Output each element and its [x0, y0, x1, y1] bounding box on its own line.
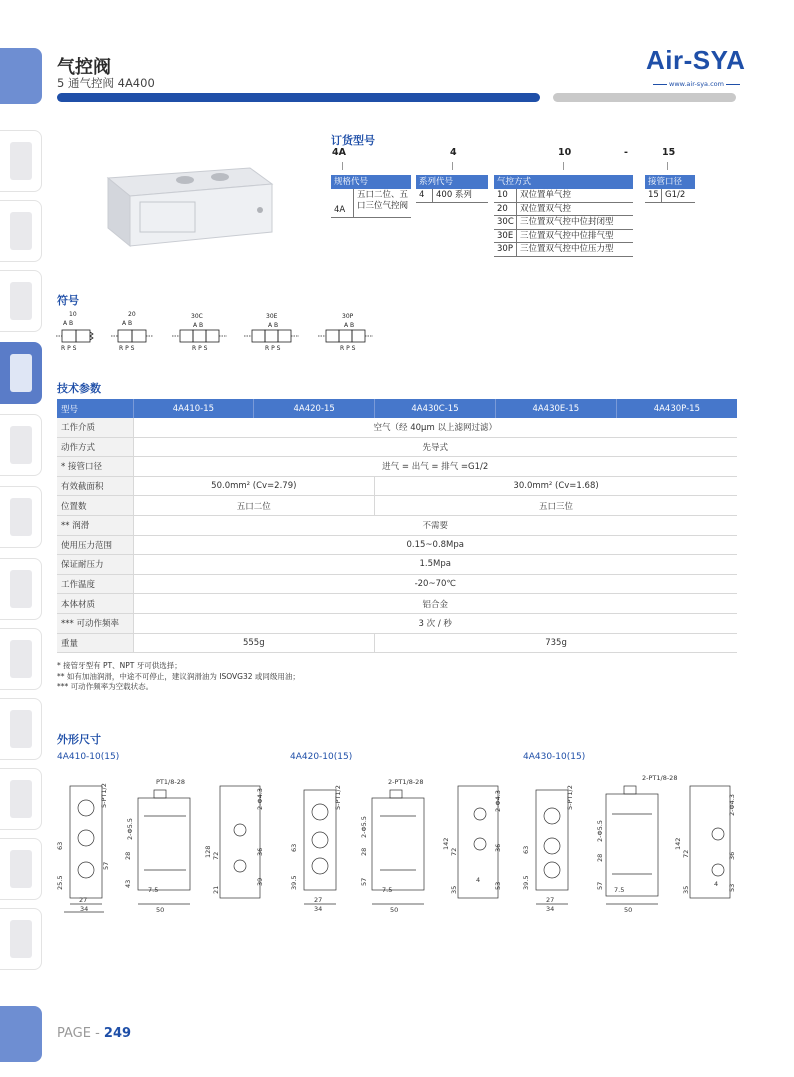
row-label: 工作介质 [57, 418, 133, 437]
symbol-label: 30E [266, 313, 278, 320]
dim-text: 53 [494, 881, 502, 890]
sidebar-tab-accessory[interactable] [0, 908, 42, 970]
dim-text: 34 [80, 905, 89, 913]
order-spec-box [331, 175, 411, 218]
order-code-spec: 4A [332, 147, 346, 158]
row-value: 1.5Mpa [133, 555, 737, 575]
spec-table [57, 399, 737, 653]
order-port-code: 15 [648, 190, 659, 200]
order-act-code: 30C [494, 215, 516, 229]
dim-text: 35 [450, 885, 458, 894]
dim-text: 2-Φ4.3 [728, 794, 736, 816]
dim-text: 5-PT1/2 [100, 783, 108, 808]
page-title: 气控阀 [57, 57, 111, 78]
row-value-left: 五口二位 [133, 496, 375, 516]
dim-text: 34 [314, 905, 323, 913]
order-port-box [645, 175, 695, 203]
order-port-desc: G1/2 [661, 189, 695, 202]
dim-text: 72 [682, 849, 690, 858]
row-value-left: 50.0mm² (Cv=2.79) [133, 476, 375, 496]
symbols-row [56, 309, 376, 355]
row-value-right: 30.0mm² (Cv=1.68) [375, 476, 737, 496]
accessory-thumb-icon [10, 920, 32, 958]
row-label: 动作方式 [57, 437, 133, 457]
spec-header: 4A430C-15 [375, 399, 496, 418]
elbow-thumb-icon [10, 780, 32, 818]
table-row [57, 633, 737, 653]
fitting-thumb-icon [10, 710, 32, 748]
dim-text: 2-Φ5.5 [126, 818, 134, 840]
symbol-label: 30C [191, 313, 203, 320]
dim-text: 36 [494, 843, 502, 852]
order-act-desc: 三位置双气控中位排气型 [516, 229, 633, 243]
dim-text: 142 [442, 837, 450, 850]
row-value: 不需要 [133, 515, 737, 535]
dim-text: 50 [390, 906, 399, 914]
spec-header: 4A410-15 [133, 399, 254, 418]
table-row [57, 457, 737, 477]
dim-text: 5-PT1/2 [334, 785, 342, 810]
table-row [57, 613, 737, 633]
sidebar-tab-fitting[interactable] [0, 698, 42, 760]
sidebar-tab-regulator[interactable] [0, 270, 42, 332]
row-label: 使用压力范围 [57, 535, 133, 555]
dim-text: 50 [624, 906, 633, 914]
table-row [57, 555, 737, 575]
dim-text: 5-PT1/2 [566, 785, 574, 810]
sidebar-bottom-accent [0, 1006, 42, 1062]
order-code-actuation: 10 [558, 147, 572, 158]
order-code-series: 4 [450, 147, 457, 158]
dim-text: 7.5 [382, 886, 393, 894]
dim-text: 2-Φ4.3 [494, 790, 502, 812]
row-label: 有效截面积 [57, 476, 133, 496]
row-label: 工作温度 [57, 574, 133, 594]
dim-text: 36 [728, 851, 736, 860]
dim-text: 27 [314, 896, 323, 904]
order-actuation-head: 气控方式 [494, 175, 633, 189]
dim-text: 2-Φ5.5 [596, 820, 604, 842]
sidebar-tab-cylinder[interactable] [0, 558, 42, 620]
dim-text: 142 [674, 837, 682, 850]
dim-text: 28 [360, 847, 368, 856]
air-valve-thumb-icon [10, 354, 32, 392]
symbol-port-bottom: R P S [119, 345, 135, 352]
order-tick [667, 162, 668, 170]
dim-text: 7.5 [614, 886, 625, 894]
dimension-drawings [50, 770, 750, 920]
symbol-port-bottom: R P S [61, 345, 77, 352]
symbol-label: 30P [342, 313, 354, 320]
dim-text: 57 [102, 861, 110, 870]
sidebar-tab-air-valve[interactable] [0, 342, 42, 404]
symbol-port-top: A B [268, 322, 279, 329]
symbol-label: 20 [128, 311, 136, 318]
dim-text: 2-PT1/8-28 [642, 774, 678, 782]
dim-text: 21 [212, 885, 220, 894]
table-row [57, 496, 737, 516]
symbol-port-top: A B [193, 322, 204, 329]
row-value-right: 735g [375, 633, 737, 653]
order-act-code: 30E [494, 229, 516, 243]
dim-text: 28 [124, 851, 132, 860]
row-label: * 接管口径 [57, 457, 133, 477]
brand-url[interactable]: www.air-sya.com [651, 80, 742, 88]
symbol-label: 10 [69, 311, 77, 318]
symbol-port-top: A B [63, 320, 74, 327]
dim-text: 25.5 [56, 875, 64, 890]
symbol-port-top: A B [344, 322, 355, 329]
dim-text: 63 [290, 843, 298, 852]
regulator-thumb-icon [10, 282, 32, 320]
row-label: 本体材质 [57, 594, 133, 614]
dim-text: 53 [728, 883, 736, 892]
spec-header-row [57, 399, 737, 418]
filter-thumb-icon [10, 142, 32, 180]
order-act-desc: 双位置双气控 [516, 202, 633, 216]
row-label: 位置数 [57, 496, 133, 516]
order-act-desc: 三位置双气控中位压力型 [516, 242, 633, 256]
order-tick [452, 162, 453, 170]
dim-text: 34 [546, 905, 555, 913]
sidebar-tab-lubricator[interactable] [0, 200, 42, 262]
row-label: *** 可动作频率 [57, 613, 133, 633]
symbols-heading: 符号 [57, 294, 79, 307]
header-bar-blue [57, 93, 540, 102]
spec-header: 4A430P-15 [616, 399, 737, 418]
order-act-desc: 三位置双气控中位封闭型 [516, 215, 633, 229]
dim-text: 72 [212, 851, 220, 860]
dim-text: 7.5 [148, 886, 159, 894]
hand-valve-thumb-icon [10, 498, 32, 536]
order-heading: 订货型号 [331, 134, 375, 147]
row-value: 铝合金 [133, 594, 737, 614]
spec-header: 4A430E-15 [495, 399, 616, 418]
dim-text: 39 [256, 877, 264, 886]
sidebar-top-accent [0, 48, 42, 104]
note-line: * 接管牙型有 PT、NPT 牙可供选择； [57, 661, 182, 670]
silencer-thumb-icon [10, 850, 32, 888]
notes [57, 661, 300, 693]
order-port-head: 接管口径 [645, 175, 695, 189]
dim-text: 4 [714, 880, 719, 888]
sidebar-tab-filter[interactable] [0, 130, 42, 192]
row-value: 先导式 [133, 437, 737, 457]
spec-heading: 技术参数 [57, 382, 101, 395]
order-series-box [416, 175, 488, 203]
symbol-port-top: A B [122, 320, 133, 327]
table-row [57, 476, 737, 496]
valve-symbols-graphic [56, 327, 376, 345]
table-row [57, 418, 737, 437]
row-value: 空气（经 40μm 以上滤网过滤） [133, 418, 737, 437]
row-value: 进气 = 出气 = 排气 =G1/2 [133, 457, 737, 477]
product-photo [100, 150, 280, 250]
dim-text: 27 [546, 896, 555, 904]
solenoid-thumb-icon [10, 426, 32, 464]
order-act-code: 30P [494, 242, 516, 256]
page-number: PAGE - 249 [57, 1026, 132, 1041]
page-subtitle: 5 通气控阀 4A400 [57, 76, 155, 90]
order-act-code: 10 [497, 190, 508, 200]
order-series-head: 系列代号 [416, 175, 488, 189]
order-act-code: 20 [494, 202, 516, 216]
dim-text: 4 [476, 876, 481, 884]
cylinder-thumb-icon [10, 570, 32, 608]
row-value-right: 五口三位 [375, 496, 737, 516]
order-series-code: 4 [419, 190, 425, 200]
dim-text: 43 [124, 879, 132, 888]
dim-text: 72 [450, 847, 458, 856]
order-series-desc: 400 系列 [432, 189, 488, 202]
sidebar-tab-switch[interactable] [0, 628, 42, 690]
order-spec-code: 4A [334, 205, 346, 215]
dim-text: 39.5 [290, 875, 298, 890]
dim-text: 63 [56, 841, 64, 850]
row-value: -20~70℃ [133, 574, 737, 594]
sidebar-tab-elbow[interactable] [0, 768, 42, 830]
dim-text: 57 [360, 877, 368, 886]
order-act-desc: 双位置单气控 [516, 189, 633, 202]
row-label: 重量 [57, 633, 133, 653]
table-row [57, 515, 737, 535]
order-code-dash: - [624, 147, 628, 158]
dim-text: 35 [682, 885, 690, 894]
dim-text: 36 [256, 847, 264, 856]
dim-text: 2-Φ5.5 [360, 816, 368, 838]
order-spec-head: 规格代号 [331, 175, 411, 189]
table-row [57, 574, 737, 594]
dim-text: 50 [156, 906, 165, 914]
switch-thumb-icon [10, 640, 32, 678]
lubricator-thumb-icon [10, 212, 32, 250]
order-tick [342, 162, 343, 170]
order-code-port: 15 [662, 147, 676, 158]
dims-model-label: 4A430-10(15) [523, 752, 586, 762]
table-row [57, 594, 737, 614]
dims-model-label: 4A420-10(15) [290, 752, 353, 762]
header-bar-gray [553, 93, 736, 102]
dim-text: 2-Φ4.3 [256, 788, 264, 810]
dim-text: 28 [596, 853, 604, 862]
row-value: 0.15~0.8Mpa [133, 535, 737, 555]
table-row [57, 535, 737, 555]
row-label: ** 润滑 [57, 515, 133, 535]
dim-text: 57 [596, 881, 604, 890]
dim-text: PT1/8-28 [156, 778, 185, 786]
sidebar-tab-solenoid[interactable] [0, 414, 42, 476]
dim-text: 128 [204, 845, 212, 858]
dim-text: 39.5 [522, 875, 530, 890]
sidebar-tab-hand-valve[interactable] [0, 486, 42, 548]
order-tick [563, 162, 564, 170]
dim-text: 2-PT1/8-28 [388, 778, 424, 786]
symbol-port-bottom: R P S [265, 345, 281, 352]
row-value: 3 次 / 秒 [133, 613, 737, 633]
sidebar-tab-silencer[interactable] [0, 838, 42, 900]
dim-text: 27 [79, 896, 88, 904]
dims-model-label: 4A410-10(15) [57, 752, 120, 762]
spec-header: 4A420-15 [254, 399, 375, 418]
spec-header: 型号 [57, 399, 133, 418]
order-actuation-box [494, 175, 633, 257]
dim-text: 63 [522, 845, 530, 854]
symbol-port-bottom: R P S [192, 345, 208, 352]
brand-logo[interactable]: Air-SYA [646, 45, 746, 75]
dims-heading: 外形尺寸 [57, 733, 101, 746]
row-value-left: 555g [133, 633, 375, 653]
table-row [57, 437, 737, 457]
row-label: 保证耐压力 [57, 555, 133, 575]
order-spec-desc: 五口二位、五口三位气控阀 [353, 189, 411, 217]
note-line: ** 如有加油润滑，中途不可停止，建议润滑油为 ISOVG32 或同级用油； [57, 671, 300, 681]
symbol-port-bottom: R P S [340, 345, 356, 352]
note-line: *** 可动作频率为空载状态。 [57, 682, 154, 691]
